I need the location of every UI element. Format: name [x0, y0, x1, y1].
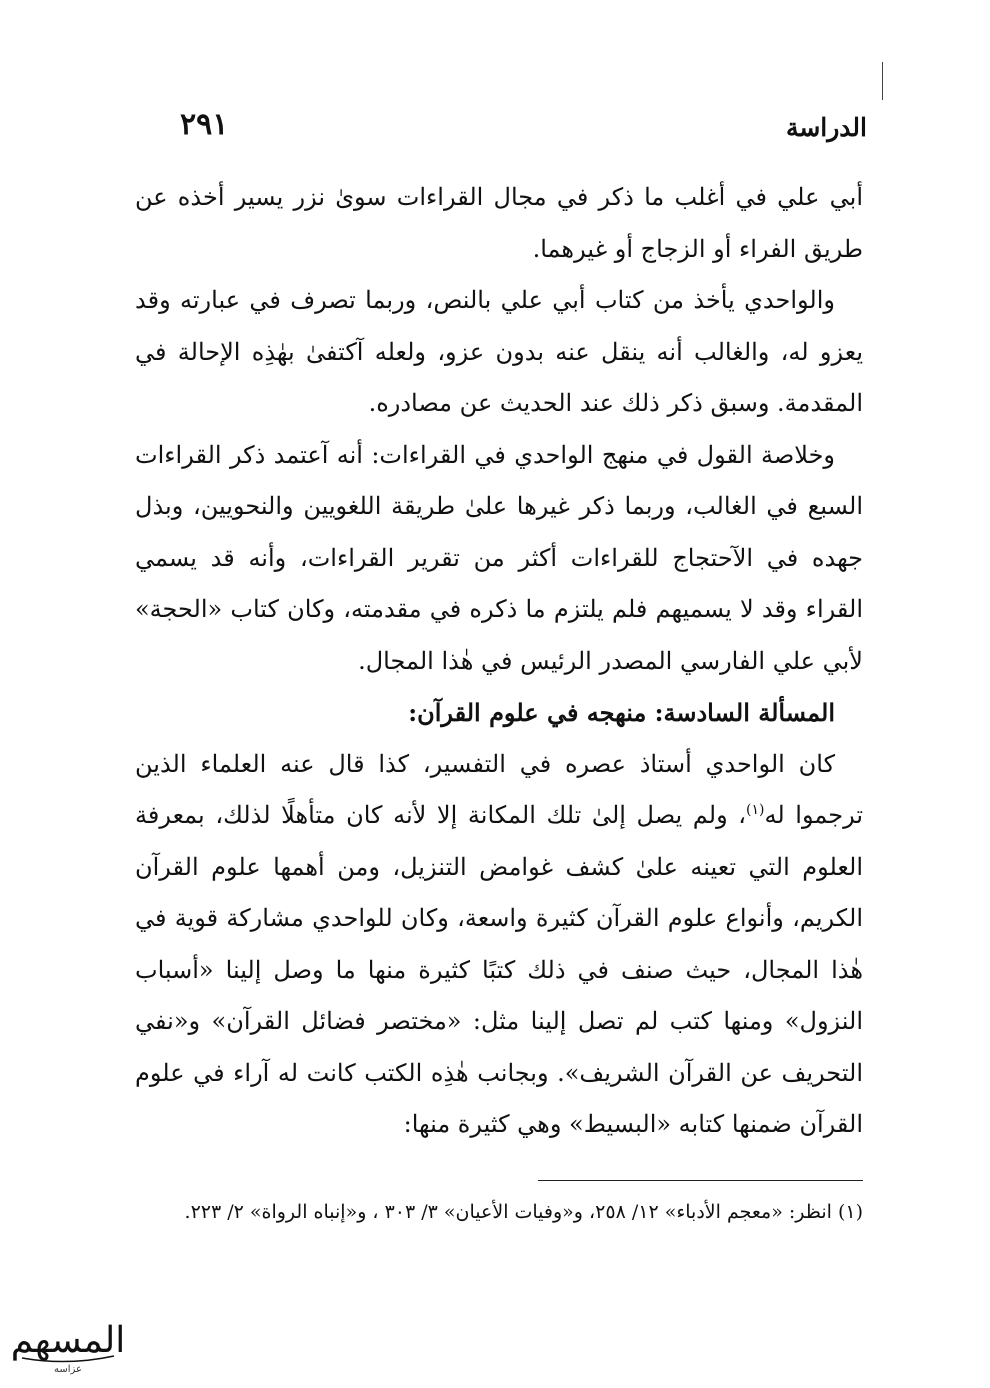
main-text	[135, 172, 863, 1151]
almoshahm-publisher-logo-icon	[8, 1308, 128, 1380]
page-number: ٢٩١	[180, 107, 229, 142]
paragraph-text: ، ولم يصل إلىٰ تلك المكانة إلا لأنه كان متأهلًا لذلك، بمعرفة العلوم التي تعينه علىٰ كشف غوامض التنزيل، ومن أهمها علوم القرآن الكريم، وأنواع علوم القرآن كثيرة واسعة، وكان للواحدي مشاركة قوية في هٰذا المجال، حيث صنف في ذلك كتبًا كثيرة منها ما وصل إلينا «أسباب النزول» ومنها كتب لم تصل إلينا مثل: «مختصر فضائل القرآن» و«نفي التحريف عن القرآن الشريف». وبجانب هٰذِه الكتب كانت له آراء في علوم القرآن ضمنها كتابه «البسيط» وهي كثيرة منها:	[135, 801, 863, 1138]
footnote-reference: (١)	[746, 802, 765, 818]
running-header: الدراسة	[785, 113, 867, 142]
paragraph-text: كان الواحدي أستاذ عصره في التفسير، كذا قال عنه العلماء الذين ترجموا له	[135, 749, 864, 829]
paragraph: والواحدي يأخذ من كتاب أبي علي بالنص، وربما تصرف في عبارته وقد يعزو له، والغالب أنه ينقل عنه بدون عزو، ولعله آكتفىٰ بهٰذِه الإحالة في المقدمة. وسبق ذكر ذلك عند الحديث عن مصادره.	[135, 286, 863, 417]
margin-rule	[882, 62, 883, 100]
logo-subtext: عزاسه	[53, 1364, 83, 1375]
section-heading: المسألة السادسة: منهجه في علوم القرآن:	[408, 698, 835, 727]
paragraph: أبي علي في أغلب ما ذكر في مجال القراءات سوىٰ نزر يسير أخذه عن طريق الفراء أو الزجاج أو غيرهما.	[135, 183, 863, 263]
paragraph	[135, 739, 863, 1151]
paragraph: وخلاصة القول في منهج الواحدي في القراءات: أنه آعتمد ذكر القراءات السبع في الغالب، وربما ذكر غيرها علىٰ طريقة اللغويين والنحويين، وبذل جهده في الآحتجاج للقراءات أكثر من تقرير القراءات، وأنه قد يسمي القراء وقد لا يسميهم فلم يلتزم ما ذكره في مقدمته، وكان كتاب «الحجة» لأبي علي الفارسي المصدر الرئيس في هٰذا المجال.	[135, 440, 863, 675]
footnote: (١) انظر: «معجم الأدباء» ١٢/ ٢٥٨، و«وفيات الأعيان» ٣/ ٣٠٣ ، و«إنباه الرواة» ٢/ ٢٢٣.	[184, 1201, 863, 1223]
footnote-separator	[538, 1180, 863, 1181]
logo-text: المسهم	[10, 1320, 126, 1361]
